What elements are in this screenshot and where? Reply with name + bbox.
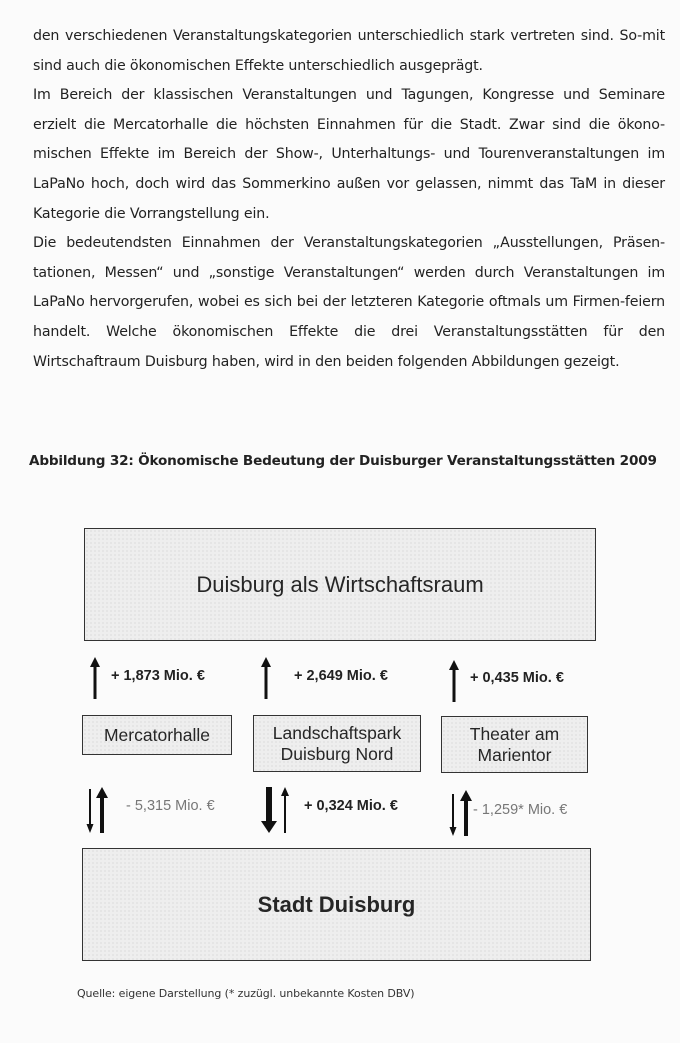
arrow-up-icon [448,660,460,702]
arrow-updown-icon [449,790,475,836]
mercatorhalle-label: Mercatorhalle [103,724,211,745]
economy-box-label: Duisburg als Wirtschaftsraum [196,571,484,597]
mercatorhalle-box [82,715,232,755]
tam-label-line1: Theater am [469,723,560,744]
arrow-updown-icon [260,787,290,833]
arrow-updown-icon [86,787,110,833]
tam-label-line2: Marientor [477,744,552,765]
economy-box [84,528,596,641]
mercatorhalle-economy-effect: + 1,873 Mio. € [111,668,205,684]
lapano-city-effect: + 0,324 Mio. € [304,798,398,814]
arrow-up-icon [260,657,272,699]
city-box-label: Stadt Duisburg [257,891,416,917]
mercatorhalle-city-effect: - 5,315 Mio. € [126,798,215,814]
arrow-up-icon [89,657,101,699]
landschaftspark-box [253,715,421,772]
city-box [82,848,591,961]
theater-am-marientor-box [441,716,588,773]
landschaftspark-label-line2: Duisburg Nord [280,743,394,764]
tam-city-effect: - 1,259* Mio. € [473,802,568,818]
paragraph-1: den verschiedenen Veranstaltungskategorien unterschiedlich stark vertreten sind. So-mit sind auch die ökonomischen Effekte unterschiedlich ausgeprägt. [33,28,665,74]
landschaftspark-label-line1: Landschaftspark [272,722,402,743]
body-text [33,22,665,377]
lapano-economy-effect: + 2,649 Mio. € [294,668,388,684]
figure-source: Quelle: eigene Darstellung (* zuzügl. unbekannte Kosten DBV) [77,987,415,1000]
figure-caption: Abbildung 32: Ökonomische Bedeutung der Duisburger Veranstaltungsstätten 2009 [29,453,657,469]
paragraph-3: Die bedeutendsten Einnahmen der Veranstaltungskategorien „Ausstellungen, Präsen-tationen, Messen“ und „sonstige Veranstaltungen“ werden durch Veranstaltungen im LaPaNo hervorgerufen, wobei es sich bei der letzteren Kategorie oftmals um Firmen-feiern handelt. Welche ökonomischen Effekte die drei Veranstaltungsstätten für den Wirtschaftraum Duisburg haben, wird in den beiden folgenden Abbildungen gezeigt. [33,235,665,370]
paragraph-2: Im Bereich der klassischen Veranstaltungen und Tagungen, Kongresse und Seminare erzielt die Mercatorhalle die höchsten Einnahmen für die Stadt. Zwar sind die ökono-mischen Effekte im Bereich der Show-, Unterhaltungs- und Tourenveranstaltungen im LaPaNo hoch, doch wird das Sommerkino außen vor gelassen, nimmt das TaM in dieser Kategorie die Vorrangstellung ein. [33,87,665,222]
tam-economy-effect: + 0,435 Mio. € [470,670,564,686]
